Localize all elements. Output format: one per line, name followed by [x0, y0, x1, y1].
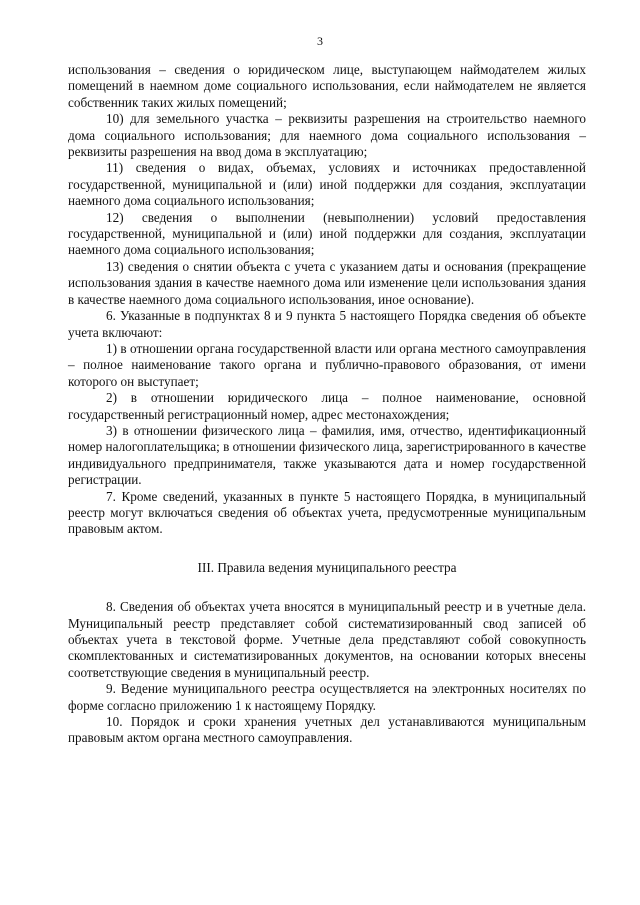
- page-number: 3: [317, 34, 323, 48]
- paragraph-item-10: 10) для земельного участка – реквизиты разрешения на строительство наемного дома социального использования; для наемного дома социального использования – реквизиты разрешения на ввод дома в эксплуатацию;: [68, 111, 586, 160]
- paragraph-clause-6: 6. Указанные в подпунктах 8 и 9 пункта 5 настоящего Порядка сведения об объекте учета включают:: [68, 308, 586, 340]
- paragraph-clause-10: 10. Порядок и сроки хранения учетных дел устанавливаются муниципальным правовым актом органа местного самоуправления.: [68, 714, 586, 746]
- paragraph-clause-9: 9. Ведение муниципального реестра осуществляется на электронных носителях по форме согласно приложению 1 к настоящему Порядку.: [68, 681, 586, 713]
- paragraph-clause-8: 8. Сведения об объектах учета вносятся в муниципальный реестр и в учетные дела. Муниципальный реестр представляет собой систематизированный свод записей об объектах учета в текстовой форме. Учетные дела представляют собой совокупность скомплектованных и систематизированных документов, на основании которых внесены соответствующие сведения в муниципальный реестр.: [68, 599, 586, 680]
- paragraph-clause-6-item-2: 2) в отношении юридического лица – полное наименование, основной государственный регистрационный номер, адрес местонахождения;: [68, 390, 586, 422]
- paragraph-clause-6-item-1: 1) в отношении органа государственной власти или органа местного самоуправления – полное наименование такого органа и публично-правового образования, от имени которого он выступает;: [68, 340, 586, 389]
- paragraph-usage-landlord: использования – сведения о юридическом лице, выступающем наймодателем жилых помещений в наемном доме социального использования, если наймодателем не является собственник таких жилых помещений;: [68, 62, 586, 110]
- section-title: III. Правила ведения муниципального реестра: [197, 559, 457, 575]
- paragraph-item-12: 12) сведения о выполнении (невыполнении) условий предоставления государственной, муниципальной и (или) иной поддержки для создания, эксплуатации наемного дома социального использования;: [68, 209, 586, 258]
- paragraph-item-13: 13) сведения о снятии объекта с учета с указанием даты и основания (прекращение использования здания в качестве наемного дома или изменение цели использования здания в качестве наемного дома социального использования, иное основание).: [68, 258, 586, 307]
- paragraph-clause-6-item-3: 3) в отношении физического лица – фамилия, имя, отчество, идентификационный номер налогоплательщика; в отношении физического лица, зарегистрированного в качестве индивидуального предпринимателя, также указываются дата и номер государственной регистрации.: [68, 422, 586, 488]
- paragraph-item-11: 11) сведения о видах, объемах, условиях и источниках предоставленной государственной, муниципальной и (или) иной поддержки для создания, эксплуатации наемного дома социального использования;: [68, 160, 586, 209]
- paragraph-clause-7: 7. Кроме сведений, указанных в пункте 5 настоящего Порядка, в муниципальный реестр могут включаться сведения об объектах учета, предусмотренные муниципальным правовым актом.: [68, 488, 586, 537]
- document-body: [68, 62, 586, 747]
